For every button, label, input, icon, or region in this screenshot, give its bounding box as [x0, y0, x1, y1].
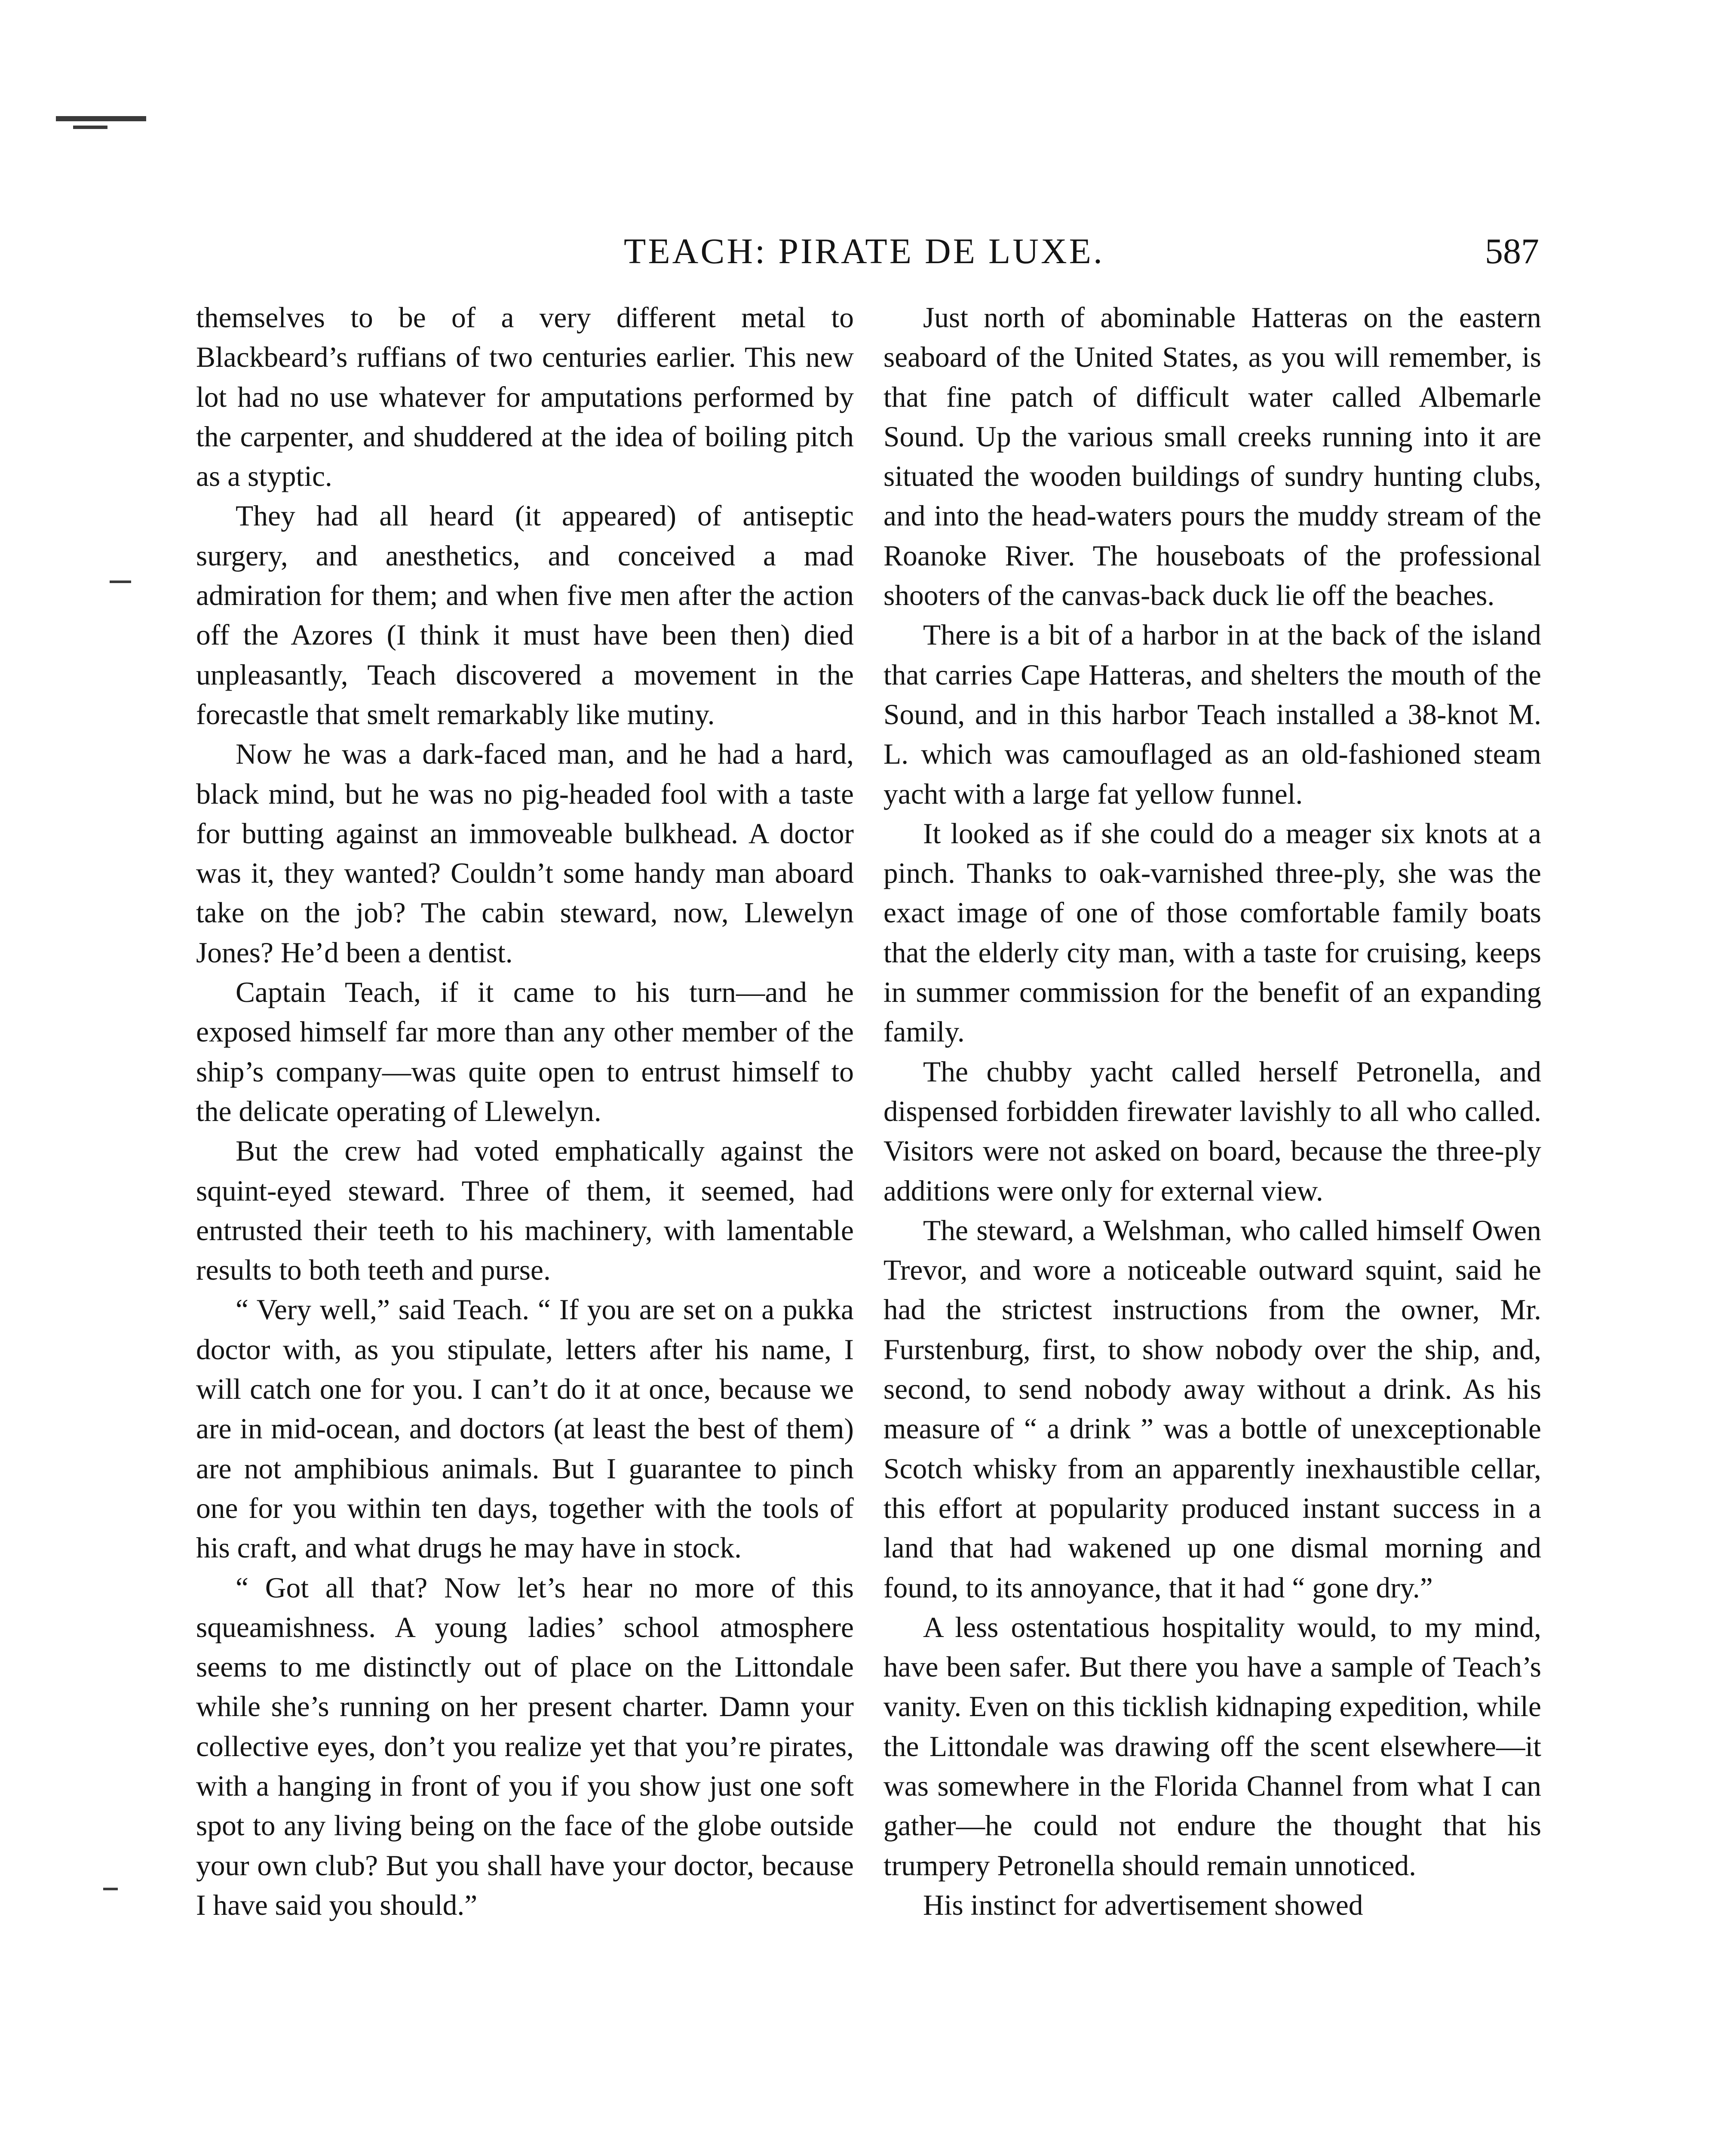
paragraph: “ Very well,” said Teach. “ If you are set on a pukka doctor with, as you stipulate, letters after his name, I will catch one for you. I can’t do it at once, because we are in mid-ocean, and doctors (at least the best of them) are not amphibious animals. But I guarantee to pinch one for you within ten days, together with the tools of his craft, and what drugs he may have in stock. — [196, 1293, 854, 1564]
left-column — [196, 298, 854, 1925]
paragraph: Now he was a dark-faced man, and he had a hard, black mind, but he was no pig-headed fool with a taste for butting against an immoveable bulkhead. A doctor was it, they wanted? Couldn’t some handy man aboard take on the job? The cabin steward, now, Llewelyn Jones? He’d been a dentist. — [196, 738, 854, 969]
paragraph: But the crew had voted emphatically against the squint-eyed steward. Three of them, it seemed, had entrusted their teeth to his machinery, with lamentable results to both teeth and purse. — [196, 1135, 854, 1287]
paragraph: They had all heard (it appeared) of antiseptic surgery, and anesthetics, and conceived a mad admiration for them; and when five men after the action off the Azores (I think it must have been then) died unpleasantly, Teach discovered a movement in the forecastle that smelt remarkably like mutiny. — [196, 500, 854, 731]
paragraph: Captain Teach, if it came to his turn—and he exposed himself far more than any other member of the ship’s company—was quite open to entrust himself to the delicate operating of Llewelyn. — [196, 976, 854, 1127]
margin-dash — [103, 1888, 118, 1890]
paragraph: The steward, a Welshman, who called himself Owen Trevor, and wore a noticeable outward squint, said he had the strictest instructions from the owner, Mr. Furstenburg, first, to show nobody over the ship, and, second, to send nobody away without a drink. As his measure of “ a drink ” was a bottle of unexceptionable Scotch whisky from an apparently inexhaustible cellar, this effort at popularity produced instant success in a land that had wakened up one dismal morning and found, to its annoyance, that it had “ gone dry.” — [883, 1214, 1541, 1604]
paragraph: The chubby yacht called herself Petronella, and dispensed forbidden firewater lavishly to all who called. Visitors were not asked on board, because the three-ply additions were only for external view. — [883, 1055, 1541, 1207]
paragraph: There is a bit of a harbor in at the back of the island that carries Cape Hatteras, and shelters the mouth of the Sound, and in this harbor Teach installed a 38-knot M. L. which was camouflaged as an old-fashioned steam yacht with a large fat yellow funnel. — [883, 619, 1541, 810]
margin-dash — [110, 580, 131, 583]
running-header — [189, 226, 1539, 277]
paragraph: “ Got all that? Now let’s hear no more of this squeamishness. A young ladies’ school atmosphere seems to me distinctly out of place on the Littondale while she’s running on her present charter. Damn your collective eyes, don’t you realize yet that you’re pirates, with a hanging in front of you if you show just one soft spot to any living being on the face of the globe outside your own club? But you shall have your doctor, because I have said you should.” — [196, 1571, 854, 1921]
paragraph: Just north of abominable Hatteras on the eastern seaboard of the United States, as you will remember, is that fine patch of difficult water called Albemarle Sound. Up the various small creeks running into it are situated the wooden buildings of sundry hunting clubs, and into the head-waters pours the muddy stream of the Roanoke River. The houseboats of the professional shooters of the canvas-back duck lie off the beaches. — [883, 301, 1541, 612]
right-column — [883, 298, 1541, 1925]
running-title: TEACH: PIRATE DE LUXE. — [624, 231, 1104, 271]
scan-mark — [56, 116, 146, 121]
scan-mark — [73, 126, 107, 129]
paragraph: His instinct for advertisement showed — [923, 1889, 1363, 1921]
paragraph: A less ostentatious hospitality would, to my mind, have been safer. But there you have a sample of Teach’s vanity. Even on this ticklish kidnaping expedition, while the Littondale was drawing off the scent elsewhere—it was somewhere in the Florida Channel from what I can gather—he could not endure the thought that his trumpery Petronella should remain unnoticed. — [883, 1611, 1541, 1882]
page-number: 587 — [1485, 231, 1539, 271]
paragraph: themselves to be of a very different metal to Blackbeard’s ruffians of two centuries earlier. This new lot had no use whatever for amputations performed by the carpenter, and shuddered at the idea of boiling pitch as a styptic. — [196, 301, 854, 493]
paragraph: It looked as if she could do a meager six knots at a pinch. Thanks to oak-varnished three-ply, she was the exact image of one of those comfortable family boats that the elderly city man, with a taste for cruising, keeps in summer commission for the benefit of an expanding family. — [883, 817, 1541, 1048]
